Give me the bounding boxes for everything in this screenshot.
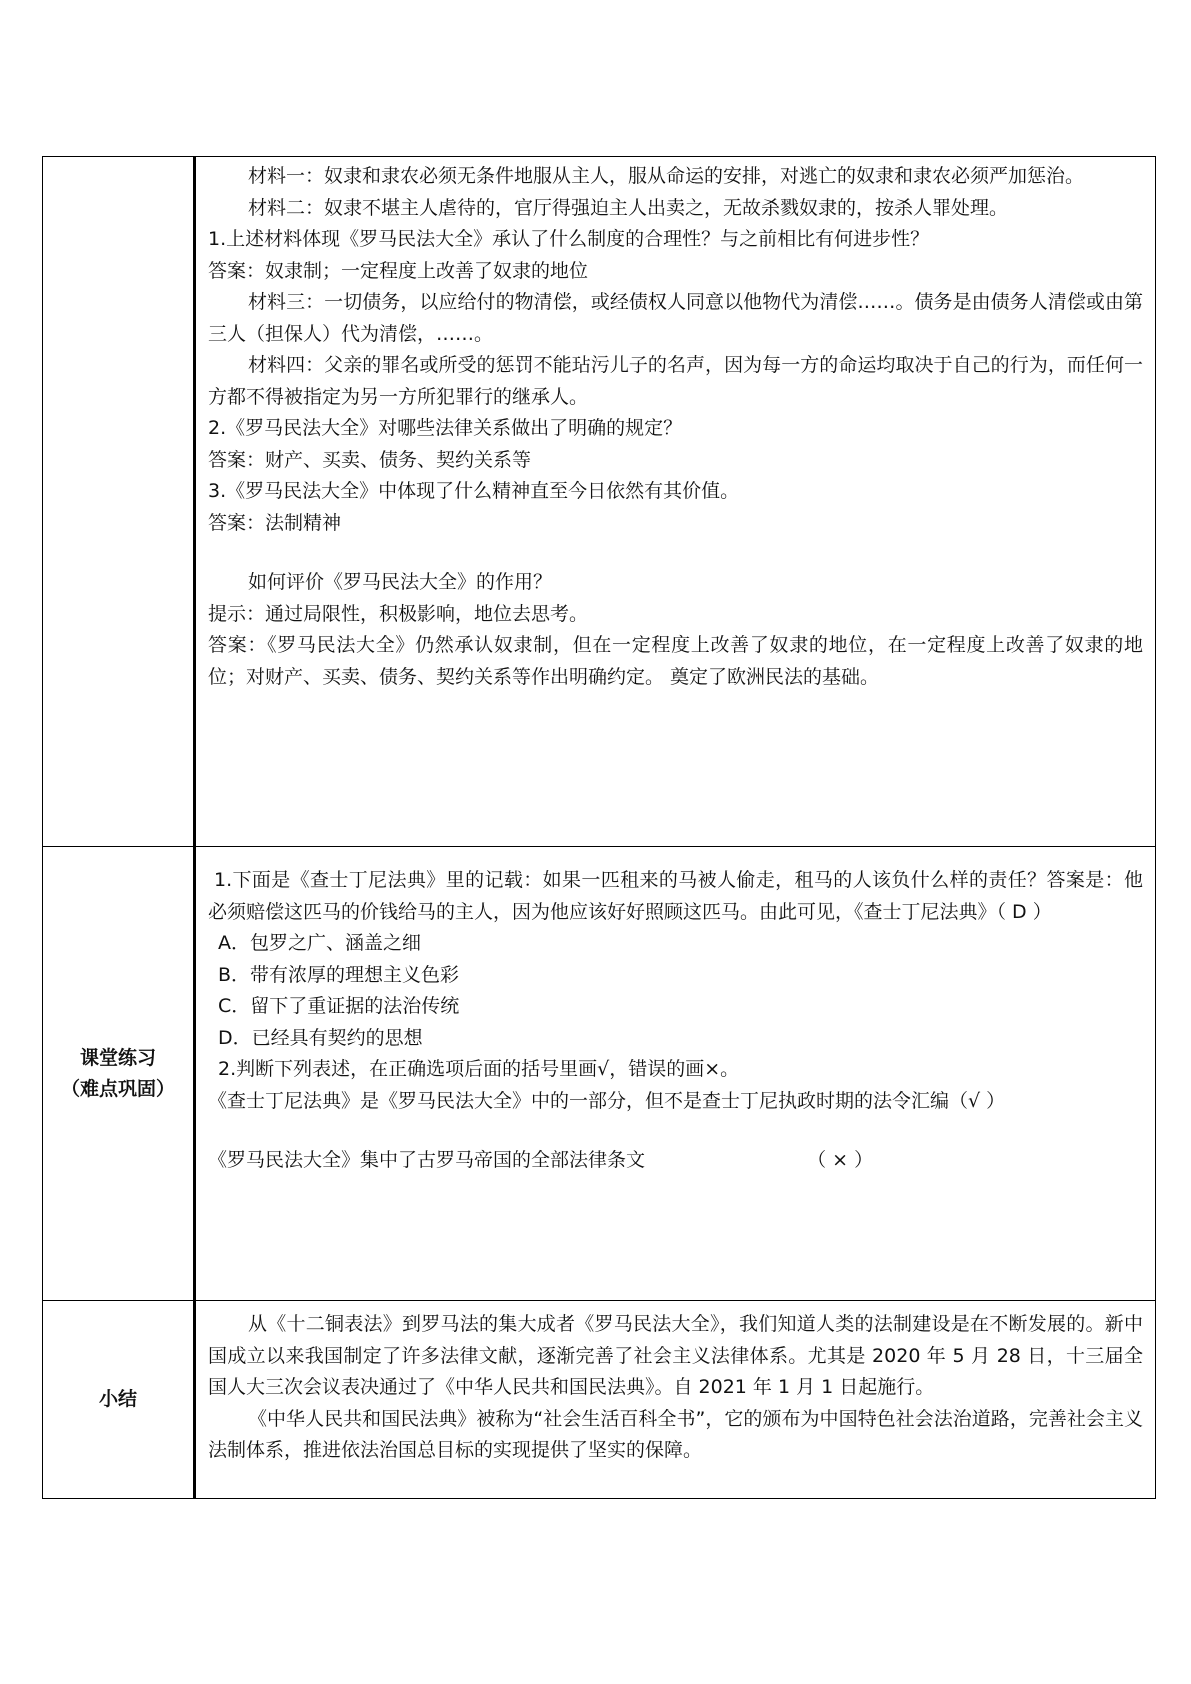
lesson-table bbox=[42, 156, 1156, 1499]
evaluation-hint: 提示：通过局限性，积极影响，地位去思考。 bbox=[208, 602, 589, 625]
row-practice bbox=[43, 847, 1156, 1301]
spacer bbox=[208, 539, 1143, 567]
option-a: A．包罗之广、涵盖之细 bbox=[218, 932, 421, 954]
answer-3: 答案：法制精神 bbox=[208, 511, 342, 534]
option-d: D．已经具有契约的思想 bbox=[218, 1026, 423, 1049]
practice-cell bbox=[195, 847, 1156, 1301]
question-2: 2.《罗马民法大全》对哪些法律关系做出了明确的规定？ bbox=[208, 417, 683, 439]
practice-question-2: 2.判断下列表述，在正确选项后面的括号里画√，错误的画×。 bbox=[218, 1058, 740, 1080]
material-3: 材料三：一切债务，以应给付的物清偿，或经债权人同意以他物代为清偿……。债务是由债务人清偿或由第三人（担保人）代为清偿，……。 bbox=[208, 291, 1143, 345]
answer-2: 答案：财产、买卖、债务、契约关系等 bbox=[208, 448, 532, 471]
summary-cell bbox=[195, 1301, 1156, 1499]
summary-paragraph-2: 《中华人民共和国民法典》被称为“社会生活百科全书”，它的颁布为中国特色社会法治道路，完善社会主义法制体系，推进依法治国总目标的实现提供了坚实的保障。 bbox=[208, 1407, 1143, 1461]
summary-paragraph-1: 从《十二铜表法》到罗马法的集大成者《罗马民法大全》，我们知道人类的法制建设是在不断发展的。新中国成立以来我国制定了许多法律文献，逐渐完善了社会主义法律体系。尤其是 2020 年 5 月 28 日，十三届全国人大三次会议表决通过了《中华人民共和国民法典》。自 2021 年 1 月 1 日起施行。 bbox=[208, 1313, 1143, 1398]
judge-statement-2 bbox=[208, 1145, 1143, 1177]
question-3: 3.《罗马民法大全》中体现了什么精神直至今日依然有其价值。 bbox=[208, 480, 740, 502]
evaluation-question: 如何评价《罗马民法大全》的作用？ bbox=[248, 571, 553, 593]
material-4: 材料四：父亲的罪名或所受的惩罚不能玷污儿子的名声，因为每一方的命运均取决于自己的行为，而任何一方都不得被指定为另一方所犯罪行的继承人。 bbox=[208, 354, 1143, 408]
materials-cell bbox=[195, 157, 1156, 847]
row-label-empty bbox=[43, 157, 195, 847]
evaluation-answer: 答案：《罗马民法大全》仍然承认奴隶制，但在一定程度上改善了奴隶的地位，在一定程度上改善了奴隶的地位；对财产、买卖、债务、契约关系等作出明确约定。 奠定了欧洲民法的基础。 bbox=[208, 634, 1143, 688]
practice-label bbox=[43, 847, 195, 1301]
question-1: 1.上述材料体现《罗马民法大全》承认了什么制度的合理性？与之前相比有何进步性？ bbox=[208, 228, 930, 250]
row-summary bbox=[43, 1301, 1156, 1499]
answer-1: 答案：奴隶制；一定程度上改善了奴隶的地位 bbox=[208, 259, 589, 282]
judge-statement-2-mark: （ × ） bbox=[807, 1149, 874, 1171]
practice-label-line2: （难点巩固） bbox=[60, 1077, 175, 1100]
material-2: 材料二：奴隶不堪主人虐待的，官厅得强迫主人出卖之，无故杀戮奴隶的，按杀人罪处理。 bbox=[248, 196, 1009, 219]
judge-statement-1: 《查士丁尼法典》是《罗马民法大全》中的一部分，但不是查士丁尼执政时期的法令汇编（√ ） bbox=[208, 1089, 1006, 1112]
judge-statement-2-text: 《罗马民法大全》集中了古罗马帝国的全部法律条文 bbox=[208, 1149, 646, 1171]
option-c: C．留下了重证据的法治传统 bbox=[218, 995, 460, 1017]
option-b: B．带有浓厚的理想主义色彩 bbox=[218, 963, 460, 986]
spacer bbox=[208, 1117, 1143, 1145]
summary-label: 小结 bbox=[43, 1301, 195, 1499]
material-1: 材料一：奴隶和隶农必须无条件地服从主人，服从命运的安排，对逃亡的奴隶和隶农必须严加惩治。 bbox=[248, 165, 1085, 187]
practice-question-1: 1.下面是《查士丁尼法典》里的记载：如果一匹租来的马被人偷走，租马的人该负什么样的责任？答案是：他必须赔偿这匹马的价钱给马的主人，因为他应该好好照顾这匹马。由此可见，《查士丁尼法典》（ D ） bbox=[208, 869, 1143, 923]
practice-label-line1: 课堂练习 bbox=[79, 1046, 156, 1069]
row-materials bbox=[43, 157, 1156, 847]
